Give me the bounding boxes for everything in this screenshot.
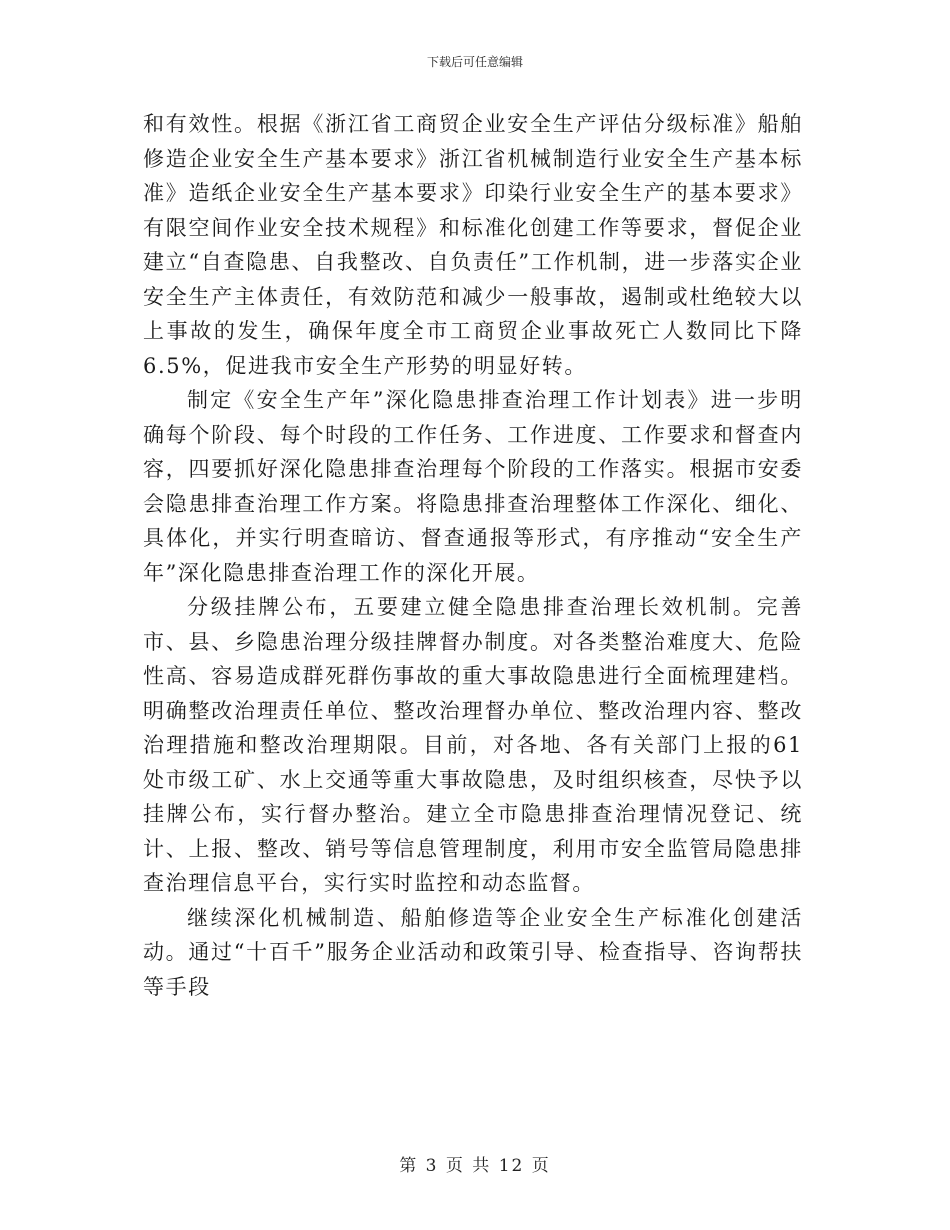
document-body xyxy=(143,107,803,1004)
page-header-note: 下载后可任意编辑 xyxy=(426,55,523,69)
paragraph-2: 制定《安全生产年”深化隐患排查治理工作计划表》进一步明确每个阶段、每个时段的工作任务、工作进度、工作要求和督查内容，四要抓好深化隐患排查治理每个阶段的工作落实。根据市安委会隐患排查治理工作方案。将隐患排查治理整体工作深化、细化、具体化，并实行明查暗访、督查通报等形式，有序推动“安全生产年”深化隐患排查治理工作的深化开展。 xyxy=(143,388,803,585)
page-number-footer: 第 3 页 共 12 页 xyxy=(399,1156,551,1176)
paragraph-3: 分级挂牌公布，五要建立健全隐患排查治理长效机制。完善市、县、乡隐患治理分级挂牌督办制度。对各类整治难度大、危险性高、容易造成群死群伤事故的重大事故隐患进行全面梳理建档。明确整改治理责任单位、整改治理督办单位、整改治理内容、整改治理措施和整改治理期限。目前，对各地、各有关部门上报的61处市级工矿、水上交通等重大事故隐患，及时组织核查，尽快予以挂牌公布，实行督办整治。建立全市隐患排查治理情况登记、统计、上报、整改、销号等信息管理制度，利用市安全监管局隐患排查治理信息平台，实行实时监控和动态监督。 xyxy=(143,595,803,895)
paragraph-1: 和有效性。根据《浙江省工商贸企业安全生产评估分级标准》船舶修造企业安全生产基本要求》浙江省机械制造行业安全生产基本标准》造纸企业安全生产基本要求》印染行业安全生产的基本要求》有限空间作业安全技术规程》和标准化创建工作等要求，督促企业建立“自查隐患、自我整改、自负责任”工作机制，进一步落实企业安全生产主体责任，有效防范和减少一般事故，遏制或杜绝较大以上事故的发生，确保年度全市工商贸企业事故死亡人数同比下降6.5%，促进我市安全生产形势的明显好转。 xyxy=(143,112,803,378)
paragraph-4: 继续深化机械制造、船舶修造等企业安全生产标准化创建活动。通过“十百千”服务企业活动和政策引导、检查指导、咨询帮扶等手段 xyxy=(143,905,803,999)
